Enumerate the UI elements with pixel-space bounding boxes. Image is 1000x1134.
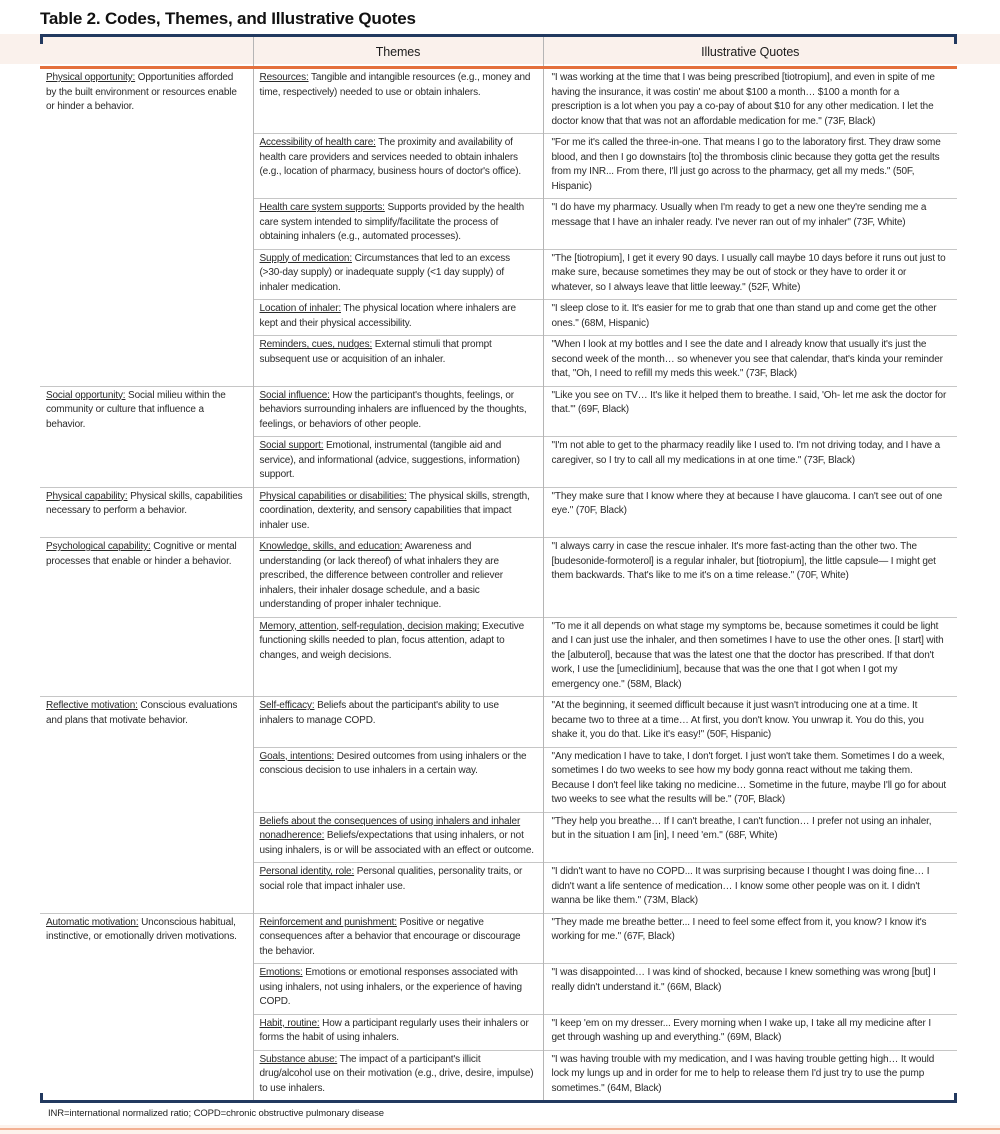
theme-label: Beliefs about the consequences of using inhalers and inhaler nonadherence: [259,815,521,841]
code-cell: Reflective motivation: Conscious evaluations and plans that motivate behavior. [40,697,253,914]
theme-label: Social support: [259,440,324,451]
theme-cell: Location of inhaler: The physical location where inhalers are kept and their physical accessibility. [253,300,543,336]
theme-label: Resources: [259,72,309,83]
column-header-quotes: Illustrative Quotes [543,37,957,68]
table-row [40,697,957,748]
quote-cell: "At the beginning, it seemed difficult because it just wasn't introducing one at a time. It became two to three at a time… At first, you don't know. You unwrap it. You do this, you shake it, you do that. Like it's easy!" (50F, Hispanic) [543,697,957,748]
table-header [40,37,957,68]
theme-label: Location of inhaler: [259,303,342,314]
quote-cell: "I was disappointed… I was kind of shocked, because I knew something was wrong [but] I really didn't understand it." (66M, Black) [543,964,957,1015]
theme-cell: Habit, routine: How a participant regularly uses their inhalers or forms the habit of using inhalers. [253,1014,543,1050]
theme-label: Goals, intentions: [259,750,335,762]
theme-label: Substance abuse: [259,1053,338,1065]
table-footnote: INR=international normalized ratio; COPD=chronic obstructive pulmonary disease [48,1108,384,1119]
table-row [40,487,957,538]
quote-cell: "They make sure that I know where they at because I have glaucoma. I can't see out of one eye." (70F, Black) [543,487,957,538]
theme-cell: Social influence: How the participant's thoughts, feelings, or behaviors surrounding inhalers are influenced by the thoughts, feelings, or behaviors of other people. [253,386,543,437]
quote-cell: "To me it all depends on what stage my symptoms be, because sometimes it could be light and I can just use the inhaler, and then sometimes I have to use the other ones. [I start] with the [albuterol], because that was the latest one that the doctor has prescribed. If that don't work, I use the [umeclidinium], because that was the one that I got when I got my emergency one." (58M, Black) [543,617,957,697]
theme-label: Physical capabilities or disabilities: [259,490,407,502]
quote-cell: "I was having trouble with my medication, and I was having trouble getting high… It would lock my lungs up and in order for me to help to release them I'd just try to use the pump sometimes." (64M, Black) [543,1050,957,1100]
quote-cell: "I'm not able to get to the pharmacy readily like I used to. I'm not driving today, and I have a caregiver, so I try to call all my medications in at one time." (73F, Black) [543,437,957,488]
theme-cell: Substance abuse: The impact of a participant's illicit drug/alcohol use on their motivation (e.g., drive, desire, impulse) to use inhalers. [253,1050,543,1100]
bottom-rule [40,1100,957,1103]
code-label: Automatic motivation: [46,916,139,928]
theme-label: Habit, routine: [259,1017,320,1029]
column-header-codes [40,37,253,68]
table-body [40,68,957,1101]
theme-cell: Reminders, cues, nudges: External stimuli that prompt subsequent use or acquisition of an inhaler. [253,336,543,387]
code-label: Psychological capability: [46,541,151,552]
table-row [40,538,957,618]
code-label: Social opportunity: [46,389,126,401]
theme-cell: Personal identity, role: Personal qualities, personality traits, or social role that impact inhaler use. [253,863,543,914]
code-label: Physical capability: [46,490,128,502]
theme-label: Health care system supports: [259,202,385,213]
theme-label: Reminders, cues, nudges: [259,339,373,350]
quote-cell: "I didn't want to have no COPD... It was surprising because I thought I was doing fine… I didn't want a life sentence of medication… I know some other people was on it. I didn't wanna be like them." (73M, Black) [543,863,957,914]
quote-cell: "I always carry in case the rescue inhaler. It's more fast-acting than the other two. The [budesonide-formoterol] is a regular inhaler, but [tiotropium], the little capsule— I might get them backwards. That's like to me it's on a time release." (70F, White) [543,538,957,618]
column-header-themes: Themes [253,37,543,68]
code-label: Reflective motivation: [46,700,138,711]
theme-label: Memory, attention, self-regulation, decision making: [259,620,480,632]
quote-cell: "Any medication I have to take, I don't forget. I just won't take them. Sometimes I do a week, sometimes I do two weeks to see how my body gonna react without me taking them. Because I don't feel like taking no medicine… Sometime in the future, maybe I'll go for about two weeks to see what the results will be." (70F, Black) [543,747,957,812]
theme-cell: Beliefs about the consequences of using inhalers and inhaler nonadherence: Beliefs/expectations that using inhalers, or not using inhalers, is or will be associated with an effect or outcome. [253,812,543,863]
theme-cell: Goals, intentions: Desired outcomes from using inhalers or the conscious decision to use inhalers in a certain way. [253,747,543,812]
table-row [40,913,957,964]
theme-label: Social influence: [259,389,330,401]
quote-cell: "I was working at the time that I was being prescribed [tiotropium], and even in spite of me having the insurance, it was costin' me about $100 a month… $100 a month for a prescription is a lot when you pay a co-pay of about $10 for any other medication. I let the doctor know that that was not an affordable medication for me." (73F, Black) [543,68,957,134]
theme-cell: Self-efficacy: Beliefs about the participant's ability to use inhalers to manage COPD. [253,697,543,748]
theme-label: Accessibility of health care: [259,137,376,148]
quote-cell: "I sleep close to it. It's easier for me to grab that one than stand up and come get the other ones." (68M, Hispanic) [543,300,957,336]
code-cell: Psychological capability: Cognitive or mental processes that enable or hinder a behavior. [40,538,253,697]
quote-cell: "Like you see on TV… It's like it helped them to breathe. I said, 'Oh- let me ask the doctor for that.'" (69F, Black) [543,386,957,437]
top-rule [40,34,957,37]
theme-cell: Social support: Emotional, instrumental (tangible aid and service), and informational (advice, suggestions, information) support. [253,437,543,488]
quote-cell: "They made me breathe better... I need to feel some effect from it, you know? I know it's working for me." (67F, Black) [543,913,957,964]
theme-label: Reinforcement and punishment: [259,916,397,928]
theme-cell: Knowledge, skills, and education: Awareness and understanding (or lack thereof) of what inhalers they are prescribed, the difference between controller and reliever inhalers, their inhaler dosage schedule, and a basic understanding of proper inhaler technique. [253,538,543,618]
theme-label: Supply of medication: [259,252,352,264]
codes-themes-quotes-table [40,37,957,1100]
theme-label: Knowledge, skills, and education: [259,541,403,552]
table-row [40,386,957,437]
theme-cell: Memory, attention, self-regulation, decision making: Executive functioning skills needed to plan, focus attention, adapt to changes, and weigh decisions. [253,617,543,697]
header-row [40,37,957,68]
code-cell: Social opportunity: Social milieu within the community or culture that influence a behavior. [40,386,253,487]
table-row [40,68,957,134]
theme-cell: Accessibility of health care: The proximity and availability of health care providers and services needed to obtain inhalers (e.g., location of pharmacy, business hours of doctor's office). [253,134,543,199]
theme-label: Emotions: [259,967,303,978]
code-cell: Automatic motivation: Unconscious habitual, instinctive, or emotionally driven motivations. [40,913,253,1100]
quote-cell: "When I look at my bottles and I see the date and I already know that usually it's just the second week of the month… so whenever you see that calendar, that's kinda your reminder that, "Oh, I need to refill my meds this week." (73F, Black) [543,336,957,387]
theme-cell: Resources: Tangible and intangible resources (e.g., money and time, respectively) needed to use or obtain inhalers. [253,68,543,134]
theme-cell: Emotions: Emotions or emotional responses associated with using inhalers, not using inhalers, or the experience of having COPD. [253,964,543,1015]
quote-cell: "I do have my pharmacy. Usually when I'm ready to get a new one they're sending me a message that I have an inhaler ready. I've never ran out of my inhaler" (73F, White) [543,199,957,250]
quote-cell: "The [tiotropium], I get it every 90 days. I usually call maybe 10 days before it runs out just to make sure, because sometimes they may be out of stock or they have to order it or whatever, so I always leave that little leeway." (52F, White) [543,249,957,300]
theme-cell: Physical capabilities or disabilities: The physical skills, strength, coordination, dexterity, and sensory capabilities that impact inhaler use. [253,487,543,538]
quote-cell: "For me it's called the three-in-one. That means I go to the laboratory first. They draw some blood, and then I go downstairs [to] the thrombosis clinic because they gotta get the results from my INR... From there, I'll just go across to the pharmacy, get all my meds." (50F, Hispanic) [543,134,957,199]
bottom-accent-bar [0,1125,1000,1134]
code-cell: Physical capability: Physical skills, capabilities necessary to perform a behavior. [40,487,253,538]
code-label: Physical opportunity: [46,72,136,83]
theme-cell: Supply of medication: Circumstances that led to an excess (>30-day supply) or inadequate supply (<1 day supply) of inhaler medication. [253,249,543,300]
table-title: Table 2. Codes, Themes, and Illustrative Quotes [40,9,416,28]
quote-cell: "They help you breathe… If I can't breathe, I can't function… I prefer not using an inhaler, but in the situation I am [in], I need 'em." (68F, White) [543,812,957,863]
theme-cell: Reinforcement and punishment: Positive or negative consequences after a behavior that encourage or discourage the behavior. [253,913,543,964]
theme-cell: Health care system supports: Supports provided by the health care system intended to simplify/facilitate the process of obtaining inhalers (e.g., automated processes). [253,199,543,250]
code-cell: Physical opportunity: Opportunities afforded by the built environment or resources enable or hinder a behavior. [40,68,253,387]
quote-cell: "I keep 'em on my dresser... Every morning when I wake up, I take all my medicine after I get through washing up and everything." (69M, Black) [543,1014,957,1050]
theme-label: Self-efficacy: [259,700,315,711]
theme-label: Personal identity, role: [259,866,355,877]
